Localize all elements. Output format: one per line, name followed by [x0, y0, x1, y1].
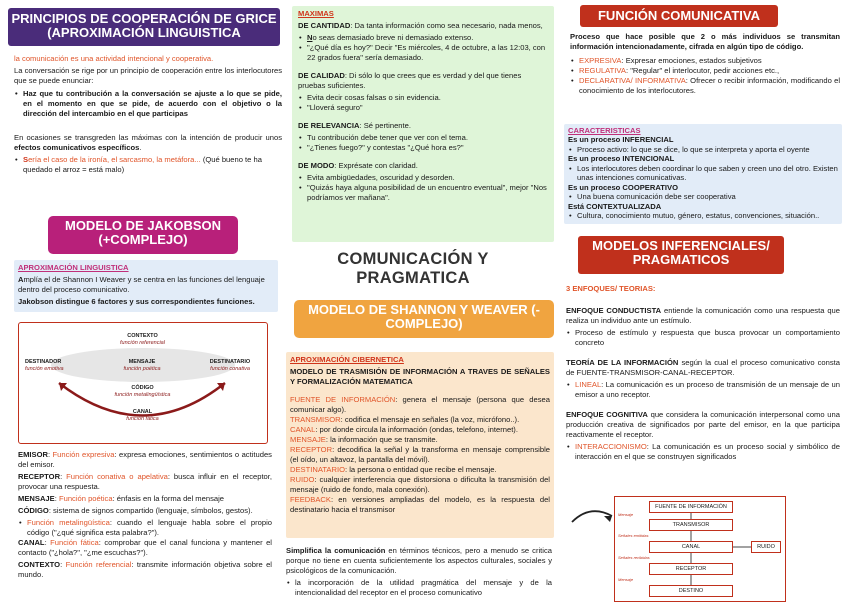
flow-m2: Señales emitidas — [618, 533, 649, 538]
shannon-title-banner — [294, 300, 554, 338]
flow-m1: Mensaje — [618, 512, 634, 517]
maximas-title: MAXIMAS — [298, 9, 334, 18]
car-c2b: • Los interlocutores deben coordinar lo que saben y creen uno del otro. Existen unas intenciones comunicativas. — [568, 164, 838, 183]
flow-receptor: RECEPTOR — [649, 563, 733, 575]
sh-feed: FEEDBACK: en versiones ampliadas del modelo, es la respuesta del destinatario hacia el transmisor — [290, 495, 550, 515]
car-c3b: • Una buena comunicación debe ser cooperativa — [568, 192, 838, 201]
sh-trans: TRANSMISOR: codifica el mensaje en señales (la voz, micrófono..). — [290, 415, 520, 425]
sh-ruido: RUIDO: cualquier interferencia que distorsiona o dificulta la transmisión del mensaje (ruido de fondo, mala conexión). — [290, 475, 550, 495]
inf-teo: TEORÍA DE LA INFORMACIÓN según la cual el proceso comunicativo consta de FUENTE-TRANSMISOR-CANAL-RECEPTOR. — [566, 358, 840, 378]
max-rel-b1: • Tu contribución debe tener que ver con el tema. — [298, 133, 548, 143]
grice-title: PRINCIPIOS DE COOPERACIÓN DE GRICE (APROXIMACIÓN LINGUISTICA — [11, 11, 277, 41]
jakobson-title-banner — [48, 216, 238, 254]
car-c1: Es un proceso INFERENCIAL — [568, 135, 674, 145]
fn-codigo: CÓDIGO: sistema de signos compartido (lenguaje, símbolos, gestos). — [18, 506, 253, 516]
funcion-title: FUNCIÓN COMUNICATIVA — [597, 8, 760, 23]
car-c4b: • Cultura, conocimiento mutuo, género, estatus, convenciones, situación.. — [568, 211, 838, 220]
max-rel: DE RELEVANCIA: Sé pertinente. — [298, 121, 411, 131]
car-c3: Es un proceso COOPERATIVO — [568, 182, 678, 192]
max-cal-b1: • Evita decir cosas falsas o sin evidencia. — [298, 93, 548, 103]
inferenciales-title-banner — [578, 236, 784, 274]
jakobson-diagram — [18, 322, 268, 444]
car-c2: Es un proceso INTENCIONAL — [568, 154, 675, 164]
inf-cog-b: • INTERACCIONISMO: La comunicación es un proceso social y simbólico de interacción en el que se construyen significados — [566, 442, 840, 462]
flow-canal: CANAL — [649, 541, 733, 553]
curved-arrow-icon — [568, 502, 618, 532]
inf-cond-b: • Proceso de estímulo y respuesta que busca provocar un comportamiento concreto — [566, 328, 840, 348]
caracteristicas-box — [564, 124, 842, 224]
flow-destino: DESTINO — [649, 585, 733, 597]
maximas-box — [292, 6, 554, 242]
diag-canal: CANAL — [132, 409, 153, 415]
max-cant-b2: • "¿Qué día es hoy?" Decir "Es miércoles, 4 de octubre, a las 12:03, con 22 grados fuera" sería demasiado. — [298, 43, 548, 63]
diag-f-met: función metalingüística — [114, 391, 171, 398]
jakobson-box-p2: Jakobson distingue 6 factores y sus correspondientes funciones. — [18, 297, 255, 307]
fc-b2: • REGULATIVA: "Regular" el interlocutor, pedir acciones etc., — [570, 66, 840, 76]
inf-cog: ENFOQUE COGNITIVA que considera la comunicación interpersonal como una producción creativa de significados por parte del emisor, en la que participa reactivamente el receptor. — [566, 410, 840, 440]
jakobson-box — [14, 260, 278, 312]
diag-f-emo: función emotiva — [25, 365, 64, 372]
diag-f-fat: función fática — [126, 415, 159, 422]
grice-b2: • Sería el caso de la ironía, el sarcasmo, la metáfora... (Qué bueno te ha quedado el arroz = está malo) — [14, 155, 282, 175]
jakobson-functions — [18, 450, 272, 582]
fc-b3: • DECLARATIVA/ INFORMATIVA: Ofrecer o recibir información, modificando el conocimiento de los interlocutores. — [570, 76, 840, 96]
diag-contexto: CONTEXTO — [127, 333, 158, 339]
flow-ruido: RUIDO — [751, 541, 781, 553]
inf-teo-b: • LINEAL: La comunicación es un proceso de transmisión de un mensaje de un emisor a uno receptor. — [566, 380, 840, 400]
sh-mens: MENSAJE: la información que se transmite. — [290, 435, 438, 445]
sh-fuente: FUENTE DE INFORMACIÓN: genera el mensaje (persona que desea comunicar algo). — [290, 395, 550, 415]
shannon-box-title: APROXIMACIÓN CIBERNETICA — [290, 355, 404, 364]
grice-bullet: • Haz que tu contribución a la conversación se ajuste a lo que se pide, en el momento en que se pide, de acuerdo con el objetivo o la dirección del intercambio en el que participas — [14, 89, 282, 119]
jakobson-title: MODELO DE JAKOBSON (+COMPLEJO) — [64, 218, 221, 248]
jakobson-box-title: APROXIMACIÓN LINGUISTICA — [18, 263, 129, 272]
car-title: CARACTERISTICAS — [568, 126, 641, 135]
fn-metal: • Función metalingüística: cuando el lenguaje habla sobre el propio código ("¿qué significa esta palabra?"). — [18, 518, 272, 538]
inf-enfoques: 3 ENFOQUES/ TEORIAS: — [566, 284, 656, 293]
inferenciales-title: MODELOS INFERENCIALES/ PRAGMATICOS — [592, 238, 770, 268]
car-c4: Está CONTEXTUALIZADA — [568, 201, 662, 211]
fc-b1: • EXPRESIVA: Expresar emociones, estados subjetivos — [570, 56, 840, 66]
diag-destinador: DESTINADOR — [25, 359, 62, 365]
funcion-title-banner — [580, 5, 778, 27]
max-modo-b1: • Evita ambigüedades, oscuridad y desorden. — [298, 173, 548, 183]
funcion-intro: Proceso que hace posible que 2 o más individuos se transmitan información intencionadamente, cifrada en algún tipo de código. — [570, 32, 840, 52]
max-cant-b1: • No seas demasiado breve ni demasiado extenso. — [298, 33, 548, 43]
max-modo-b2: • "Quizás haya alguna posibilidad de un encuentro eventual", mejor "Nos podríamos ver mañana". — [298, 183, 548, 203]
flow-diagram — [614, 496, 786, 602]
inf-cond: ENFOQUE CONDUCTISTA entiende la comunicación como una respuesta que realiza un individuo ante un estímulo. — [566, 306, 840, 326]
sh-dest: DESTINATARIO: la persona o entidad que recibe el mensaje. — [290, 465, 497, 475]
grice-section — [14, 54, 282, 175]
fn-emisor: EMISOR: Función expresiva: expresa emociones, sentimientos o actitudes del emisor. — [18, 450, 272, 470]
max-rel-b2: • "¿Tienes fuego?" y contestas "¿Qué hora es?" — [298, 143, 548, 153]
grice-title-banner — [8, 8, 280, 46]
fn-mensaje: MENSAJE: Función poética: énfasis en la forma del mensaje — [18, 494, 225, 504]
jakobson-box-p1: Amplía el de Shannon I Weaver y se centra en las funciones del lenguaje dentro del proceso comunicativo. — [18, 275, 265, 295]
diag-destinatario: DESTINATARIO — [209, 359, 251, 365]
sh-recep: RECEPTOR: decodifica la señal y la transforma en mensaje comprensible (el oído, un altavoz, la pantalla del móvil). — [290, 445, 550, 465]
flow-transmisor: TRANSMISOR — [649, 519, 733, 531]
diag-f-con: función conativa — [210, 365, 250, 372]
sh-canal: CANAL: por donde circula la información (ondas, telefono, internet). — [290, 425, 518, 435]
max-cal-b2: • "Lloverá seguro" — [298, 103, 548, 113]
sh-simpl-b: • la incorporación de la utilidad pragmática del mensaje y de la intencionalidad del receptor en el proceso comunicativo — [286, 578, 552, 598]
flow-m3: Señales recibidas — [618, 555, 650, 560]
shannon-box — [286, 352, 554, 538]
max-cant: DE CANTIDAD: Da tanta información como sea necesario, nada menos, — [298, 21, 543, 31]
diag-f-ref: función referencial — [120, 339, 165, 346]
fn-receptor: RECEPTOR: Función conativa o apelativa: busca influir en el receptor, provocar una respuesta. — [18, 472, 272, 492]
diag-mensaje: MENSAJE — [128, 359, 156, 365]
flow-m4: Mensaje — [618, 577, 634, 582]
shannon-box-sub: MODELO DE TRASMISIÓN DE INFORMACIÓN A TRAVES DE SEÑALES Y FORMALIZACIÓN MATEMATICA — [290, 367, 550, 387]
fn-canal: CANAL: Función fática: comprobar que el canal funciona y mantener el contacto ("¿hola?", "¿me escuchas?"). — [18, 538, 272, 558]
inferenciales-section — [566, 284, 840, 462]
funcion-section — [570, 32, 840, 96]
diag-codigo: CÓDIGO — [131, 385, 154, 391]
grice-p1: La conversación se rige por un principio de cooperación entre los interlocutores que se puede enunciar: — [14, 66, 282, 86]
diag-f-poe: función poética — [123, 365, 161, 372]
max-modo: DE MODO: Exprésate con claridad. — [298, 161, 418, 171]
grice-p2: En ocasiones se transgreden las máximas con la intención de producir unos efectos comunicativos específicos. — [14, 133, 282, 153]
flow-fuente: FUENTE DE INFORMACIÓN — [649, 501, 733, 513]
sh-simpl: Simplifica la comunicación en términos técnicos, pero a menudo se critica porque no tiene en cuenta suficientemente los aspectos culturales, sociales y psicológicos de la comunicación. — [286, 546, 552, 576]
car-c1b: • Proceso activo: lo que se dice, lo que se interpreta y aporta el oyente — [568, 145, 838, 154]
center-title: COMUNICACIÓN Y PRAGMATICA — [337, 250, 489, 287]
grice-intro: la comunicación es una actividad intencional y cooperativa. — [14, 54, 214, 63]
shannon-title: MODELO DE SHANNON Y WEAVER (- COMPLEJO) — [308, 302, 540, 332]
shannon-critique — [286, 546, 552, 598]
max-cal: DE CALIDAD: Di sólo lo que crees que es verdad y del que tienes pruebas suficientes. — [298, 71, 522, 91]
fn-contexto: CONTEXTO: Función referencial: transmite información objetiva sobre el mundo. — [18, 560, 272, 580]
